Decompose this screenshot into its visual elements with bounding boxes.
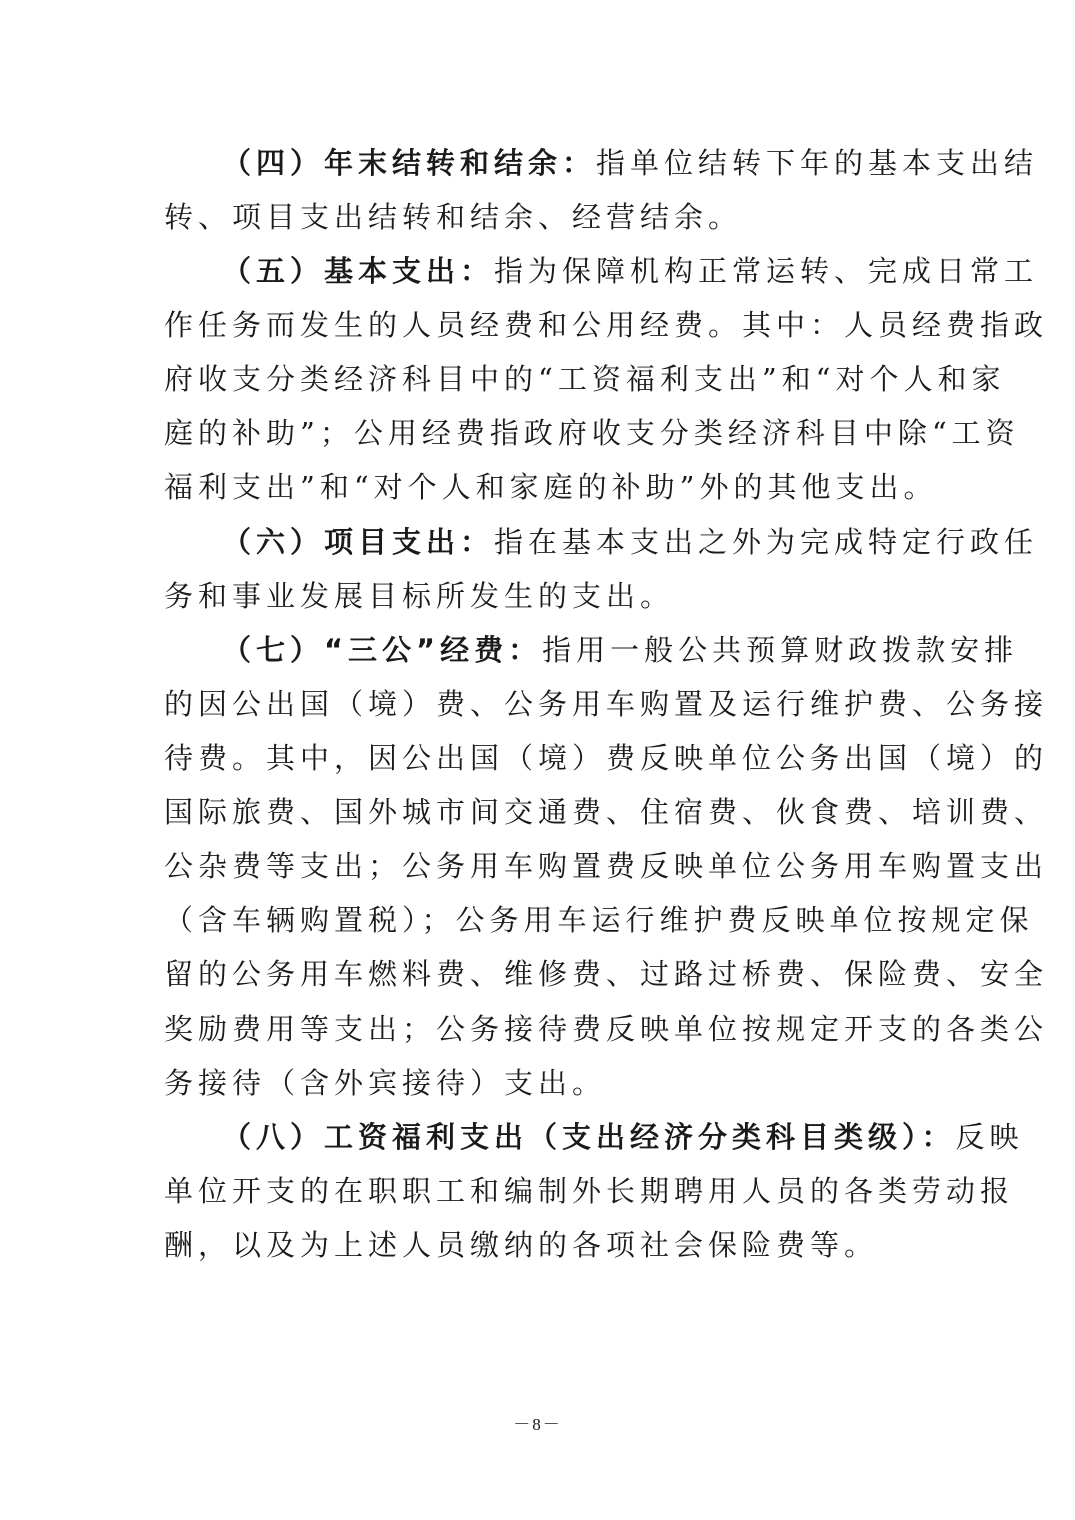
paragraph-5-line-4: 庭的补助”；公用经费指政府收支分类经济科目中除“工资	[164, 416, 1020, 450]
paragraph-5-line-5: 福利支出”和“对个人和家庭的补助”外的其他支出。	[164, 470, 938, 504]
paragraph-4-line-1: （四）年末结转和结余：指单位结转下年的基本支出结	[222, 146, 1039, 180]
paragraph-7-line-5: 公杂费等支出；公务用车购置费反映单位公务用车购置支出	[164, 849, 1049, 883]
paragraph-7-line-9: 务接待（含外宾接待）支出。	[164, 1066, 607, 1100]
paragraph-8-line-1: （八）工资福利支出（支出经济分类科目类级）：反映	[222, 1120, 1024, 1154]
paragraph-7-line-8: 奖励费用等支出；公务接待费反映单位按规定开支的各类公	[164, 1012, 1049, 1046]
term-year-end-carryover: （四）年末结转和结余：	[222, 146, 597, 180]
paragraph-7-line-1: （七）“三公”经费：指用一般公共预算财政拨款安排	[222, 633, 1019, 667]
paragraph-8-line-2: 单位开支的在职职工和编制外长期聘用人员的各类劳动报	[164, 1174, 1015, 1208]
paragraph-5-line-3: 府收支分类经济科目中的“工资福利支出”和“对个人和家	[164, 362, 1006, 396]
page-number: －8－	[513, 1415, 562, 1434]
term-three-public-expenses: （七）“三公”经费：	[222, 633, 543, 667]
term-basic-expenditure: （五）基本支出：	[222, 254, 495, 288]
paragraph-5-line-2: 作任务而发生的人员经费和公用经费。其中：人员经费指政	[164, 308, 1049, 342]
paragraph-8-line-3: 酬，以及为上述人员缴纳的各项社会保险费等。	[164, 1228, 879, 1262]
paragraph-6-line-2: 务和事业发展目标所发生的支出。	[164, 579, 675, 613]
paragraph-7-line-6: （含车辆购置税）；公务用车运行维护费反映单位按规定保	[164, 903, 1034, 937]
term-project-expenditure: （六）项目支出：	[222, 525, 495, 559]
term-salary-welfare-expenditure: （八）工资福利支出（支出经济分类科目类级）：	[222, 1120, 956, 1154]
paragraph-7-line-2: 的因公出国（境）费、公务用车购置及运行维护费、公务接	[164, 687, 1049, 721]
paragraph-6-line-1: （六）项目支出：指在基本支出之外为完成特定行政任	[222, 525, 1039, 559]
paragraph-4-line-2: 转、项目支出结转和结余、经营结余。	[164, 200, 743, 234]
paragraph-7-line-7: 留的公务用车燃料费、维修费、过路过桥费、保险费、安全	[164, 957, 1049, 991]
paragraph-5-line-1: （五）基本支出：指为保障机构正常运转、完成日常工	[222, 254, 1039, 288]
paragraph-7-line-3: 待费。其中，因公出国（境）费反映单位公务出国（境）的	[164, 741, 1049, 775]
paragraph-7-line-4: 国际旅费、国外城市间交通费、住宿费、伙食费、培训费、	[164, 795, 1049, 829]
